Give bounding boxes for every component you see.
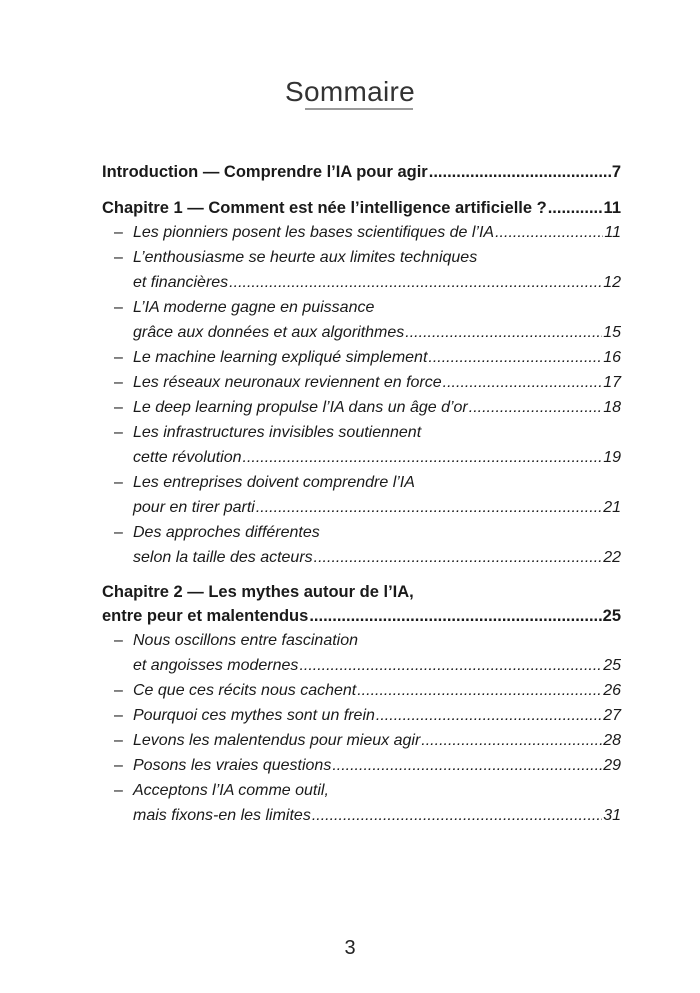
toc-subentry[interactable] (102, 520, 621, 570)
dot-leader (548, 196, 603, 220)
toc-subentry-page: 15 (603, 324, 621, 341)
toc-subentry-label: L’enthousiasme se heurte aux limites techniques (133, 249, 478, 266)
page-title: Sommaire (285, 76, 415, 107)
toc-subentry-label-cont: et financières (133, 274, 229, 291)
toc-subentry-page: 31 (603, 807, 621, 824)
toc-chapter-2 (102, 580, 621, 828)
table-of-contents (102, 160, 621, 838)
dash-bullet: – (114, 632, 123, 649)
page-number: 3 (344, 937, 356, 959)
dash-bullet: – (114, 707, 123, 724)
toc-chapter-1-title: Chapitre 1 — Comment est née l’intelligence artificielle ? (102, 199, 547, 217)
toc-subentry-page: 12 (603, 274, 621, 291)
toc-subentry[interactable] (102, 703, 621, 728)
toc-chapter-2-page: 25 (602, 607, 621, 625)
toc-subentry-page: 25 (603, 657, 621, 674)
dot-leader (495, 220, 603, 245)
toc-subentry-label: Le machine learning expliqué simplement (133, 349, 428, 366)
toc-subentry-page: 28 (603, 732, 621, 749)
dot-leader (428, 345, 602, 370)
dot-leader (309, 604, 601, 628)
dot-leader (469, 395, 602, 420)
toc-subentry[interactable] (102, 420, 621, 470)
toc-subentry[interactable] (102, 245, 621, 295)
toc-subentry-label: Les infrastructures invisibles soutiennent (133, 424, 422, 441)
toc-subentry-label-cont: selon la taille des acteurs (133, 549, 313, 566)
toc-subentry-label: Le deep learning propulse l’IA dans un âge d’or (133, 399, 468, 416)
toc-subentry[interactable] (102, 370, 621, 395)
toc-subentry-page: 29 (603, 757, 621, 774)
toc-subentry[interactable] (102, 628, 621, 678)
toc-subentry-page: 17 (603, 374, 621, 391)
toc-subentry-label-cont: grâce aux données et aux algorithmes (133, 324, 405, 341)
dash-bullet: – (114, 299, 123, 316)
toc-subentry-page: 18 (603, 399, 621, 416)
dash-bullet: – (114, 249, 123, 266)
dot-leader (256, 495, 602, 520)
dash-bullet: – (114, 732, 123, 749)
dot-leader (405, 320, 602, 345)
dot-leader (357, 678, 602, 703)
toc-chapter-1 (102, 196, 621, 570)
dash-bullet: – (114, 782, 123, 799)
toc-chapter-1-heading[interactable] (102, 196, 621, 220)
toc-subentry-page: 19 (603, 449, 621, 466)
dot-leader (312, 803, 602, 828)
toc-chapter-2-heading[interactable] (102, 580, 621, 628)
toc-subentry[interactable] (102, 728, 621, 753)
toc-subentry[interactable] (102, 753, 621, 778)
toc-subentry[interactable] (102, 778, 621, 828)
dash-bullet: – (114, 757, 123, 774)
dash-bullet: – (114, 682, 123, 699)
toc-subentry-page: 16 (603, 349, 621, 366)
toc-subentry-label-cont: mais fixons-en les limites (133, 807, 311, 824)
toc-subentry-label-cont: pour en tirer parti (133, 499, 255, 516)
toc-subentry-label: Acceptons l’IA comme outil, (133, 782, 329, 799)
toc-chapter-2-title: Chapitre 2 — Les mythes autour de l’IA, (102, 583, 414, 601)
toc-introduction-page: 7 (611, 163, 621, 181)
toc-subentry[interactable] (102, 220, 621, 245)
toc-subentry[interactable] (102, 295, 621, 345)
toc-subentry-page: 27 (603, 707, 621, 724)
toc-subentry-label: Levons les malentendus pour mieux agir (133, 732, 421, 749)
dot-leader (314, 545, 603, 570)
toc-subentry-label: Des approches différentes (133, 524, 320, 541)
toc-subentry[interactable] (102, 678, 621, 703)
toc-introduction-label: Introduction — Comprendre l’IA pour agir (102, 163, 428, 181)
toc-subentry-label: Les réseaux neuronaux reviennent en force (133, 374, 442, 391)
toc-subentry-page: 11 (604, 224, 621, 241)
dot-leader (376, 703, 602, 728)
dash-bullet: – (114, 399, 123, 416)
dot-leader (421, 728, 602, 753)
toc-subentry[interactable] (102, 470, 621, 520)
title-underline (305, 108, 413, 110)
toc-chapter-1-page: 11 (603, 199, 621, 217)
toc-subentry[interactable] (102, 395, 621, 420)
dot-leader (229, 270, 602, 295)
toc-subentry-label-cont: cette révolution (133, 449, 242, 466)
toc-subentry-label: L’IA moderne gagne en puissance (133, 299, 375, 316)
dash-bullet: – (114, 474, 123, 491)
toc-subentry-label: Nous oscillons entre fascination (133, 632, 359, 649)
dash-bullet: – (114, 224, 123, 241)
dot-leader (332, 753, 602, 778)
dash-bullet: – (114, 524, 123, 541)
title-container (0, 76, 700, 108)
toc-subentry-label: Les entreprises doivent comprendre l’IA (133, 474, 415, 491)
toc-subentry[interactable] (102, 345, 621, 370)
toc-subentry-label: Posons les vraies questions (133, 757, 332, 774)
toc-chapter-2-title-cont: entre peur et malentendus (102, 607, 309, 625)
dash-bullet: – (114, 349, 123, 366)
dash-bullet: – (114, 374, 123, 391)
toc-subentry-label: Les pionniers posent les bases scientifiques de l’IA (133, 224, 495, 241)
toc-introduction[interactable] (102, 160, 621, 184)
toc-subentry-page: 22 (603, 549, 621, 566)
dot-leader (429, 160, 611, 184)
dot-leader (443, 370, 603, 395)
dash-bullet: – (114, 424, 123, 441)
toc-subentry-label: Pourquoi ces mythes sont un frein (133, 707, 375, 724)
dot-leader (243, 445, 603, 470)
toc-subentry-label-cont: et angoisses modernes (133, 657, 299, 674)
toc-subentry-page: 21 (603, 499, 621, 516)
dot-leader (299, 653, 602, 678)
toc-subentry-page: 26 (603, 682, 621, 699)
toc-subentry-label: Ce que ces récits nous cachent (133, 682, 357, 699)
